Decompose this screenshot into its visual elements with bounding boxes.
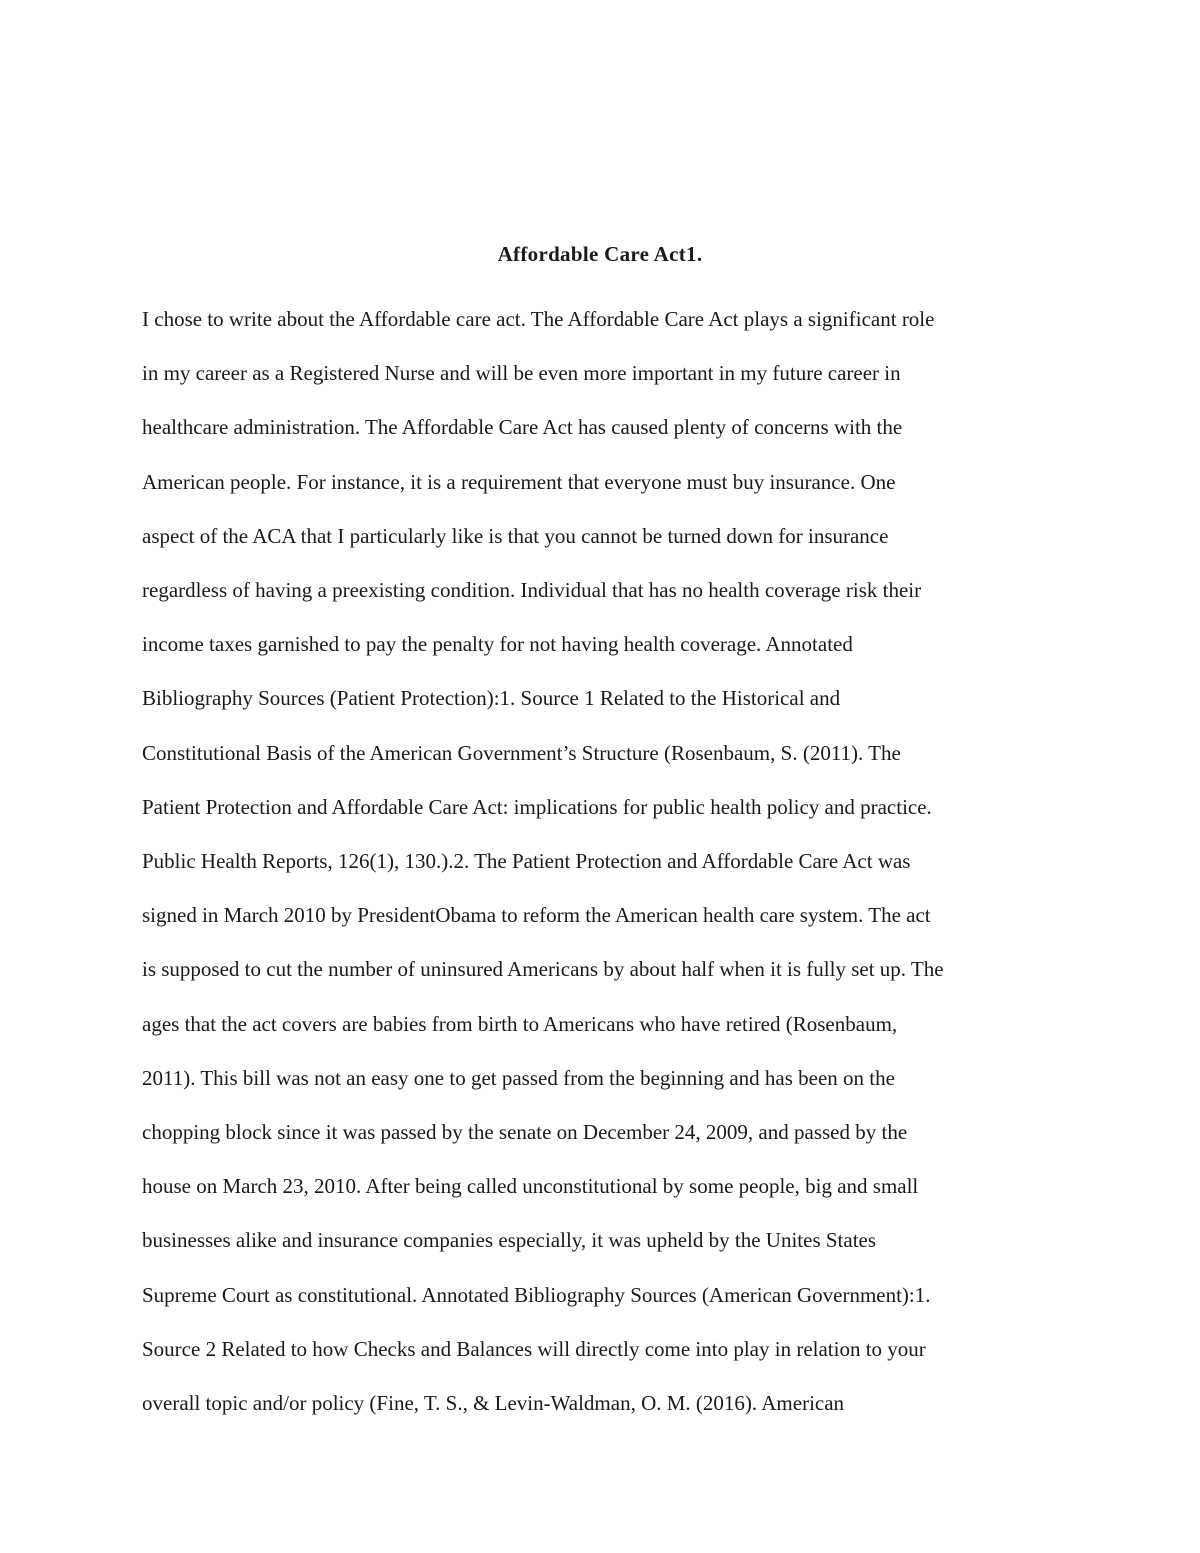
body-line: in my career as a Registered Nurse and will be even more important in my future career in: [142, 361, 901, 386]
document-title: Affordable Care Act1.: [497, 242, 703, 266]
body-line: income taxes garnished to pay the penalty for not having health coverage. Annotated: [142, 632, 853, 657]
body-line: American people. For instance, it is a requirement that everyone must buy insurance. One: [142, 469, 896, 494]
body-line: chopping block since it was passed by the senate on December 24, 2009, and passed by the: [142, 1120, 908, 1145]
body-line: Constitutional Basis of the American Government’s Structure (Rosenbaum, S. (2011). The: [142, 740, 901, 765]
body-line: businesses alike and insurance companies especially, it was upheld by the Unites States: [142, 1228, 877, 1253]
body-line: overall topic and/or policy (Fine, T. S., & Levin-Waldman, O. M. (2016). American: [142, 1391, 845, 1416]
document-body: [142, 292, 1072, 1430]
body-line: Public Health Reports, 126(1), 130.).2. The Patient Protection and Affordable Care Act was: [142, 849, 911, 874]
body-line: signed in March 2010 by PresidentObama to reform the American health care system. The act: [142, 903, 931, 928]
body-line: Patient Protection and Affordable Care Act: implications for public health policy and practice.: [142, 794, 932, 819]
body-line: Bibliography Sources (Patient Protection):1. Source 1 Related to the Historical and: [142, 686, 841, 711]
body-line: healthcare administration. The Affordable Care Act has caused plenty of concerns with the: [142, 415, 903, 440]
body-line: 2011). This bill was not an easy one to get passed from the beginning and has been on the: [142, 1065, 895, 1090]
body-line: Source 2 Related to how Checks and Balances will directly come into play in relation to your: [142, 1336, 926, 1361]
body-line: ages that the act covers are babies from birth to Americans who have retired (Rosenbaum,: [142, 1011, 898, 1036]
body-line: regardless of having a preexisting condition. Individual that has no health coverage risk their: [142, 578, 922, 603]
body-line: I chose to write about the Affordable care act. The Affordable Care Act plays a significant role: [142, 307, 935, 331]
body-line: aspect of the ACA that I particularly like is that you cannot be turned down for insurance: [142, 523, 889, 548]
body-line: house on March 23, 2010. After being called unconstitutional by some people, big and small: [142, 1174, 919, 1199]
body-line: is supposed to cut the number of uninsured Americans by about half when it is fully set up. The: [142, 957, 944, 982]
body-line: Supreme Court as constitutional. Annotated Bibliography Sources (American Government):1.: [142, 1282, 931, 1307]
